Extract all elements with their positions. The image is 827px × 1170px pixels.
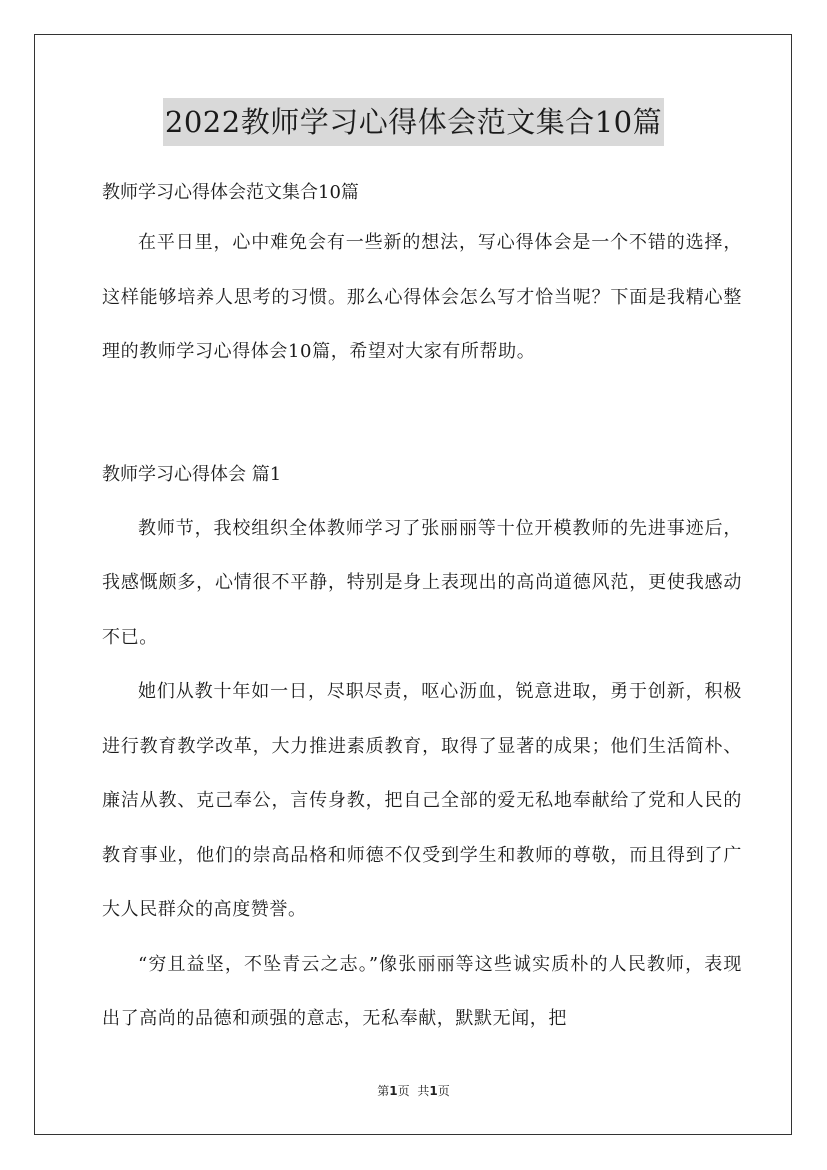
document-subtitle: 教师学习心得体会范文集合10篇 <box>102 182 359 203</box>
footer-total-prefix: 共 <box>417 1084 430 1098</box>
footer-prefix: 第 <box>377 1084 390 1098</box>
intro-paragraph: 在平日里，心中难免会有一些新的想法，写心得体会是一个不错的选择，这样能够培养人思考的习惯。那么心得体会怎么写才恰当呢？下面是我精心整理的教师学习心得体会10篇，希望对大家有所帮助。 <box>102 232 742 362</box>
body-paragraph: 教师节，我校组织全体教师学习了张丽丽等十位开模教师的先进事迹后，我感慨颇多，心情很不平静，特别是身上表现出的高尚道德风范，更使我感动不已。 <box>102 517 742 648</box>
footer-page-word: 页 <box>397 1084 410 1098</box>
footer-total-pages: 1 <box>429 1084 438 1098</box>
document-title-text: 2022教师学习心得体会范文集合10篇 <box>163 98 664 146</box>
document-body <box>102 170 742 1047</box>
document-title <box>0 98 827 146</box>
body-paragraph: “穷且益坚，不坠青云之志。”像张丽丽等这些诚实质朴的人民教师，表现出了高尚的品德和顽强的意志，无私奉献，默默无闻，把 <box>102 953 742 1029</box>
page-footer <box>0 1083 827 1099</box>
body-paragraph: 她们从教十年如一日，尽职尽责，呕心沥血，锐意进取，勇于创新，积极进行教育教学改革，大力推进素质教育，取得了显著的成果；他们生活简朴、廉洁从教、克己奉公，言传身教，把自己全部的爱无私地奉献给了党和人民的教育事业，他们的崇高品格和师德不仅受到学生和教师的尊敬，而且得到了广大人民群众的高度赞誉。 <box>102 681 742 920</box>
footer-current-page: 1 <box>389 1084 398 1098</box>
section-heading: 教师学习心得体会 篇1 <box>102 463 282 485</box>
footer-total-suffix: 页 <box>437 1084 450 1098</box>
section-spacer <box>102 380 742 438</box>
